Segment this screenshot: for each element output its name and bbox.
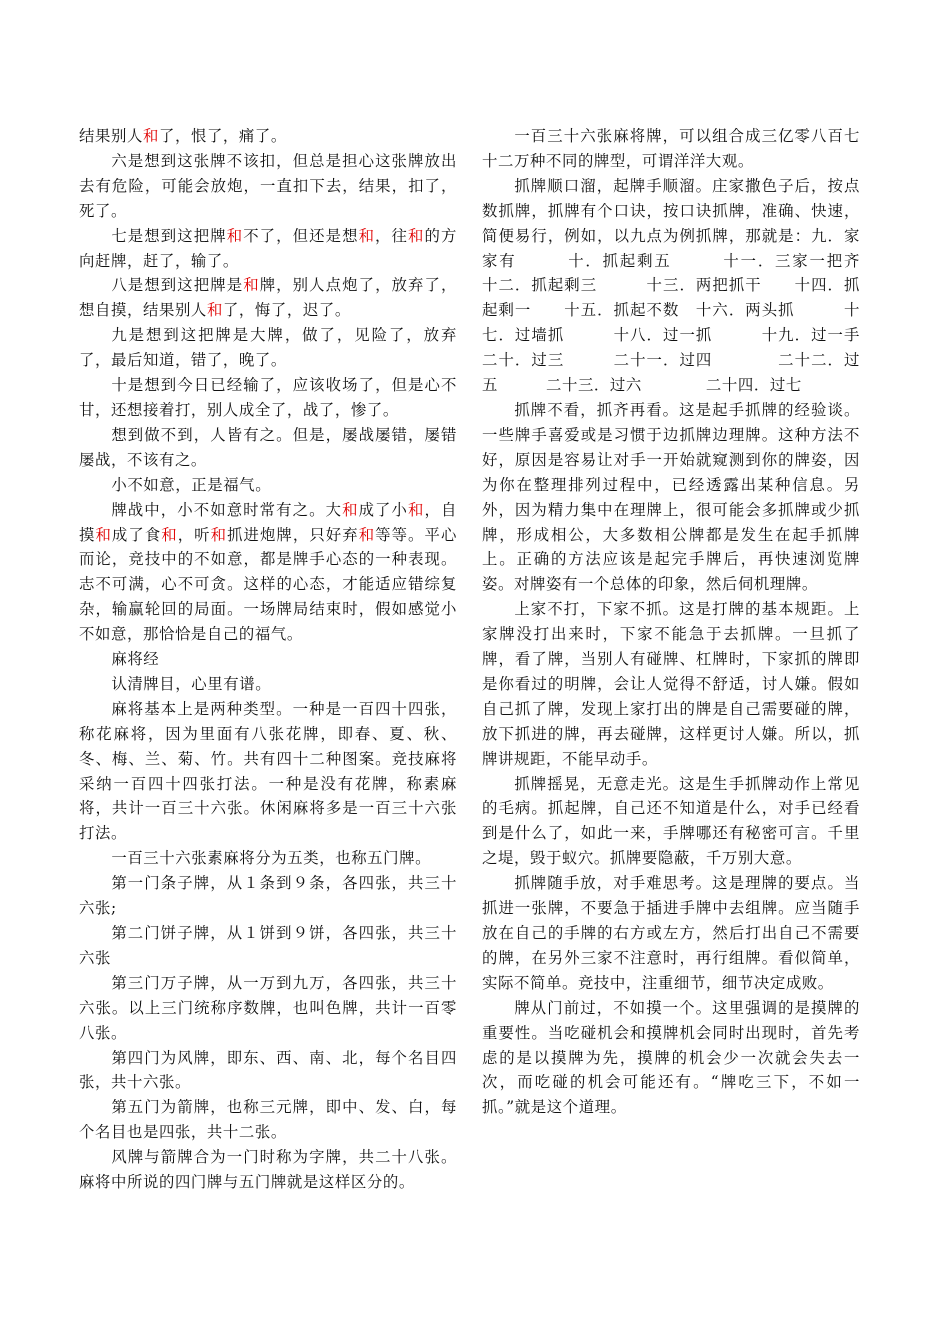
text-run: 的方向赶牌，赶了，输了。 (79, 226, 457, 270)
text-run: 抓牌不看，抓齐再看。这是起手抓牌的经验谈。一些牌手喜爱或是习惯于边抓牌边理牌。这种方法不好，原因是容易让对手一开始就窥测到你的牌姿，因为你在整理排列过程中，已经透露出某种信息。另外，因为精力集中在理牌上，很可能会多抓牌或少抓牌，形成相公，大多数相公牌都是发生在起手抓牌上。正确的方法应该是起完手牌后，再快速浏览牌姿。对牌姿有一个总体的印象，然后伺机理牌。 (482, 400, 860, 594)
text-run: 第五门为箭牌，也称三元牌，即中、发、白，每个名目也是四张，共十二张。 (79, 1098, 457, 1142)
text-run: 六是想到这张牌不该扣，但总是担心这张牌放出去有危险，可能会放炮，一直扣下去，结果，扣了，死了。 (79, 151, 457, 220)
highlighted-text: 和 (161, 525, 178, 544)
text-run: 了，悔了，迟了。 (222, 301, 351, 320)
highlighted-text: 和 (142, 127, 159, 145)
text-run: 等等。平心而论，竞技中的不如意，都是牌手心态的一种表现。志不可满，心不可贪。这样的心态，才能适应错综复杂，输赢轮回的局面。一场牌局结束时，假如感觉小不如意，那恰恰是自己的福气。 (79, 525, 457, 644)
paragraph (482, 174, 908, 398)
paragraph (79, 921, 457, 971)
highlighted-text: 和 (226, 226, 244, 245)
paragraph (482, 772, 860, 872)
paragraph (482, 597, 860, 771)
text-run: 认清牌目，心里有谱。 (111, 674, 272, 693)
text-run: 第四门为风牌，即东、西、南、北，每个名目四张，共十六张。 (79, 1048, 457, 1092)
text-run: 牌从门前过，不如摸一个。这里强调的是摸牌的重要性。当吃碰机会和摸牌机会同时出现时，首先考虑的是以摸牌为先，摸牌的机会少一次就会失去一次，而吃碰的机会可能还有。“牌吃三下，不如一抓。”就是这个道理。 (482, 998, 860, 1117)
text-run: 第二门饼子牌，从１饼到９饼，各四张，共三十六张 (79, 924, 457, 967)
paragraph (79, 647, 457, 672)
highlighted-text: 和 (358, 226, 376, 245)
paragraph (79, 149, 457, 224)
text-run: 一百三十六张麻将牌，可以组合成三亿零八百七十二万种不同的牌型，可谓洋洋大观。 (482, 127, 860, 170)
text-run: 麻将经 (111, 650, 160, 669)
paragraph (79, 1145, 457, 1195)
paragraph (79, 323, 457, 373)
text-run: 牌战中，小不如意时常有之。大 (111, 500, 343, 519)
text-run: 第三门万子牌，从一万到九万，各四张，共三十六张。以上三门统称序数牌，也叫色牌，共计一百零八张。 (79, 973, 457, 1042)
paragraph (79, 373, 457, 423)
text-run: 八是想到这把牌是 (111, 276, 244, 295)
text-run: 一百三十六张素麻将分为五类，也称五门牌。 (111, 849, 432, 868)
text-run: 第一门条子牌，从１条到９条，各四张，共三十六张; (79, 874, 457, 918)
text-run: 九是想到这把牌是大牌，做了，见险了，放弃了，最后知道，错了，晚了。 (79, 326, 457, 370)
paragraph (482, 871, 860, 996)
text-run: 抓进炮牌，只好弃 (227, 525, 359, 544)
paragraph (79, 498, 457, 647)
highlighted-text: 和 (210, 525, 228, 544)
paragraph (79, 124, 457, 149)
paragraph (79, 273, 457, 323)
text-run: 结果别人 (79, 127, 143, 145)
text-run: 抓牌随手放，对手难思考。这是理牌的要点。当抓进一张牌，不要急于插进手牌中去组牌。应当随手放在自己的手牌的右方或左方，然后打出自己不需要的牌，在另外三家不注意时，再行组牌。看似简单，实际不简单。竞技中，注重细节，细节决定成败。 (482, 874, 860, 992)
text-run: ，自摸 (79, 500, 457, 544)
paragraph (482, 996, 860, 1121)
paragraph (79, 871, 457, 921)
text-run: 七是想到这把牌 (111, 226, 227, 245)
text-run: 了，恨了，痛了。 (158, 127, 287, 145)
highlighted-text: 和 (95, 525, 112, 544)
text-run: 牌，别人点炮了，放弃了，想自摸，结果别人 (79, 276, 457, 320)
text-run: 成了小 (358, 500, 409, 519)
highlighted-text: 和 (358, 525, 376, 544)
highlighted-text: 和 (408, 226, 425, 245)
paragraph (482, 398, 860, 597)
highlighted-text: 和 (206, 301, 223, 320)
text-run: 抓牌顺口溜，起牌手顺溜。庄家撒色子后，按点数抓牌，抓牌有个口诀，按口诀抓牌，准确、快速，简便易行，例如，以九点为例抓牌，那就是：九．家家有 十．抓起剩五 十一．三家一把齐 十二．抓起剩三 十三．两把抓干 十四．抓起剩一 十五．抓起不数 十六．两头抓 十七．过墙抓 十八．过一抓 十九．过一手 二十．过三 二十一．过四 二十二．过五 二十三．过六 二十四．过七 (482, 176, 908, 395)
paragraph (79, 1046, 457, 1096)
right-column (482, 124, 908, 1120)
text-run: 成了食 (111, 525, 162, 544)
text-run: 想到做不到，人皆有之。但是，屡战屡错，屡错屡战，不该有之。 (79, 425, 457, 469)
paragraph (79, 672, 457, 697)
text-run: 上家不打，下家不抓。这是打牌的基本规距。上家牌没打出来时，下家不能急于去抓牌。一旦抓了牌，看了牌，当别人有碰牌、杠牌时，下家抓的牌即是你看过的明牌，会让人觉得不舒适，讨人嫌。假如自己抓了牌，发现上家打出的牌是自己需要碰的牌，放下抓进的牌，再去碰牌，这样更讨人嫌。所以，抓牌讲规距，不能早动手。 (482, 600, 860, 768)
text-run: 不了，但还是想 (243, 226, 359, 245)
highlighted-text: 和 (342, 500, 359, 519)
paragraph (79, 846, 457, 871)
highlighted-text: 和 (408, 500, 425, 519)
text-run: ，往 (375, 226, 409, 245)
text-run: 小不如意，正是福气。 (111, 475, 272, 494)
paragraph (79, 423, 457, 473)
highlighted-text: 和 (243, 276, 260, 295)
text-run: 风牌与箭牌合为一门时称为字牌，共二十八张。麻将中所说的四门牌与五门牌就是这样区分的。 (79, 1148, 457, 1192)
text-run: 抓牌摇晃，无意走光。这是生手抓牌动作上常见的毛病。抓起牌，自己还不知道是什么，对手已经看到是什么了，如此一来，手牌哪还有秘密可言。千里之堤，毁于蚁穴。抓牌要隐蔽，千万别大意。 (482, 774, 860, 868)
text-run: 十是想到今日已经输了，应该收场了，但是心不甘，还想接着打，别人成全了，战了，惨了。 (79, 376, 457, 419)
paragraph (79, 1095, 457, 1145)
text-run: ，听 (177, 525, 211, 544)
paragraph (79, 697, 457, 846)
paragraph (79, 224, 457, 274)
paragraph (482, 124, 860, 174)
text-run: 麻将基本上是两种类型。一种是一百四十四张，称花麻将，因为里面有八张花牌，即春、夏、秋、冬、梅、兰、菊、竹。共有四十二种图案。竞技麻将采纳一百四十四张打法。一种是没有花牌，称素麻将，共计一百三十六张。休闲麻将多是一百三十六张打法。 (79, 699, 457, 843)
paragraph (79, 971, 457, 1046)
paragraph (79, 473, 457, 498)
left-column (79, 124, 457, 1195)
